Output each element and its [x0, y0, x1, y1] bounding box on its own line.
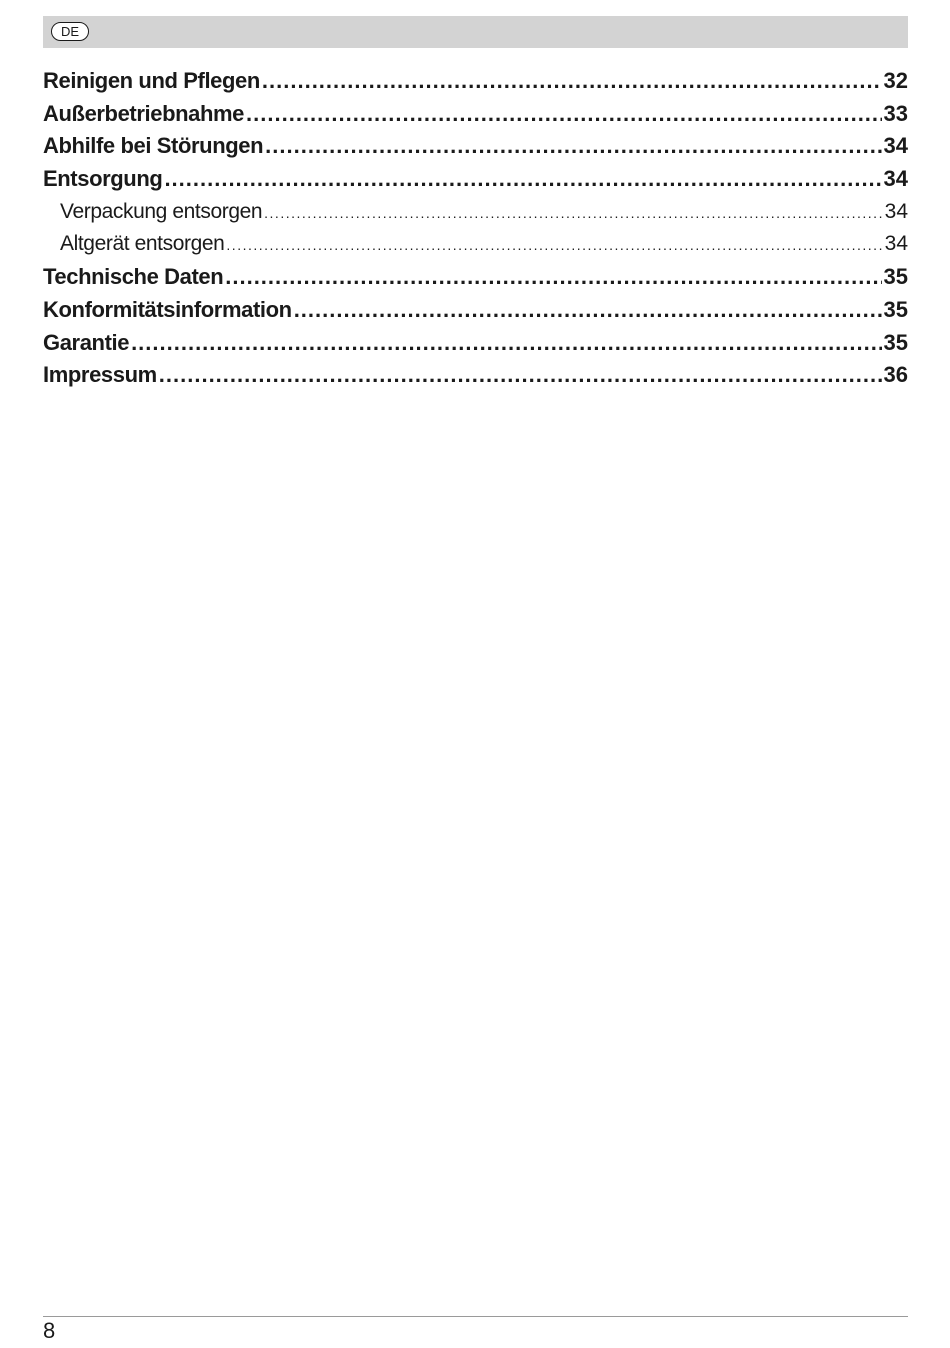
toc-entry-page: 34 — [884, 232, 908, 256]
toc-dot-leader — [262, 65, 882, 98]
toc-entry-title: Verpackung entsorgen — [60, 199, 263, 223]
toc-entry-title: Impressum — [43, 362, 157, 388]
toc-entry[interactable] — [43, 130, 908, 163]
toc-entry[interactable] — [43, 327, 908, 360]
language-header-bar — [43, 16, 908, 48]
toc-entry-page: 35 — [883, 329, 908, 355]
toc-dot-leader — [294, 294, 882, 327]
toc-entry-page: 34 — [883, 166, 908, 192]
toc-dot-leader — [246, 98, 881, 131]
toc-dot-leader — [265, 130, 881, 163]
language-badge: DE — [51, 22, 89, 41]
page-number: 8 — [43, 1318, 56, 1343]
toc-subentry[interactable] — [43, 196, 908, 229]
toc-dot-leader — [159, 359, 882, 392]
toc-dot-leader — [225, 261, 881, 294]
toc-entry-page: 32 — [883, 68, 908, 93]
toc-entry-title: Außerbetriebnahme — [43, 100, 245, 126]
toc-entry[interactable] — [43, 261, 908, 294]
toc-entry[interactable] — [43, 163, 908, 196]
toc-entry-page: 36 — [883, 362, 908, 388]
toc-entry[interactable] — [43, 359, 908, 392]
toc-entry-page: 34 — [884, 199, 908, 223]
toc-entry-title: Altgerät entsorgen — [60, 232, 225, 256]
toc-entry-page: 33 — [883, 100, 908, 126]
toc-entry[interactable] — [43, 98, 908, 131]
toc-dot-leader — [164, 163, 881, 196]
table-of-contents — [43, 65, 908, 392]
toc-subentry[interactable] — [43, 228, 908, 261]
toc-entry-title: Reinigen und Pflegen — [43, 68, 260, 93]
toc-dot-leader — [226, 229, 882, 262]
toc-entry[interactable] — [43, 294, 908, 327]
toc-entry[interactable] — [43, 65, 908, 98]
toc-dot-leader — [131, 327, 881, 360]
toc-entry-title: Abhilfe bei Störungen — [43, 133, 264, 159]
toc-entry-page: 35 — [883, 264, 908, 290]
toc-entry-title: Entsorgung — [43, 166, 163, 192]
toc-entry-page: 34 — [883, 133, 908, 159]
toc-entry-title: Konformitätsinformation — [43, 296, 292, 322]
toc-entry-title: Technische Daten — [43, 264, 224, 290]
footer-divider — [43, 1316, 908, 1317]
toc-entry-page: 35 — [883, 296, 908, 322]
toc-entry-title: Garantie — [43, 329, 130, 355]
toc-dot-leader — [264, 197, 882, 230]
